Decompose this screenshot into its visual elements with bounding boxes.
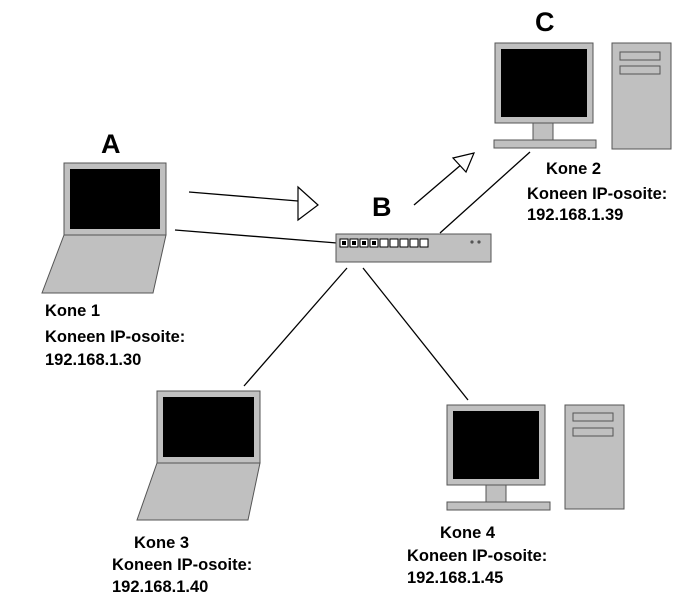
connection-lines bbox=[175, 152, 530, 400]
machine-1-ip: 192.168.1.30 bbox=[45, 351, 142, 369]
marker-a: A bbox=[101, 129, 121, 159]
link-switch-kone3 bbox=[244, 268, 347, 386]
machine-4-name: Kone 4 bbox=[440, 524, 496, 542]
link-kone1-switch bbox=[175, 230, 337, 243]
marker-c: C bbox=[535, 7, 555, 37]
link-switch-kone4 bbox=[363, 268, 468, 400]
machine-4-ip: 192.168.1.45 bbox=[407, 569, 504, 587]
laptop-icon bbox=[137, 391, 260, 520]
machine-3-ip-label: Koneen IP-osoite: bbox=[112, 556, 253, 574]
arrow-a-to-b bbox=[189, 187, 318, 220]
machine-3-name: Kone 3 bbox=[134, 534, 190, 552]
machine-2-ip: 192.168.1.39 bbox=[527, 206, 624, 224]
network-switch-icon bbox=[336, 234, 491, 262]
laptop-icon bbox=[42, 163, 166, 293]
marker-b: B bbox=[372, 192, 392, 222]
link-switch-kone2 bbox=[440, 152, 530, 233]
machine-1-ip-label: Koneen IP-osoite: bbox=[45, 328, 186, 346]
machine-3-ip: 192.168.1.40 bbox=[112, 578, 209, 596]
machine-2-name: Kone 2 bbox=[546, 160, 602, 178]
machine-4-ip-label: Koneen IP-osoite: bbox=[407, 547, 548, 565]
machine-1-name: Kone 1 bbox=[45, 302, 101, 320]
desktop-computer-icon bbox=[494, 43, 671, 149]
machine-2-ip-label: Koneen IP-osoite: bbox=[527, 185, 668, 203]
desktop-computer-icon bbox=[447, 405, 624, 510]
arrow-b-to-c bbox=[414, 153, 474, 205]
